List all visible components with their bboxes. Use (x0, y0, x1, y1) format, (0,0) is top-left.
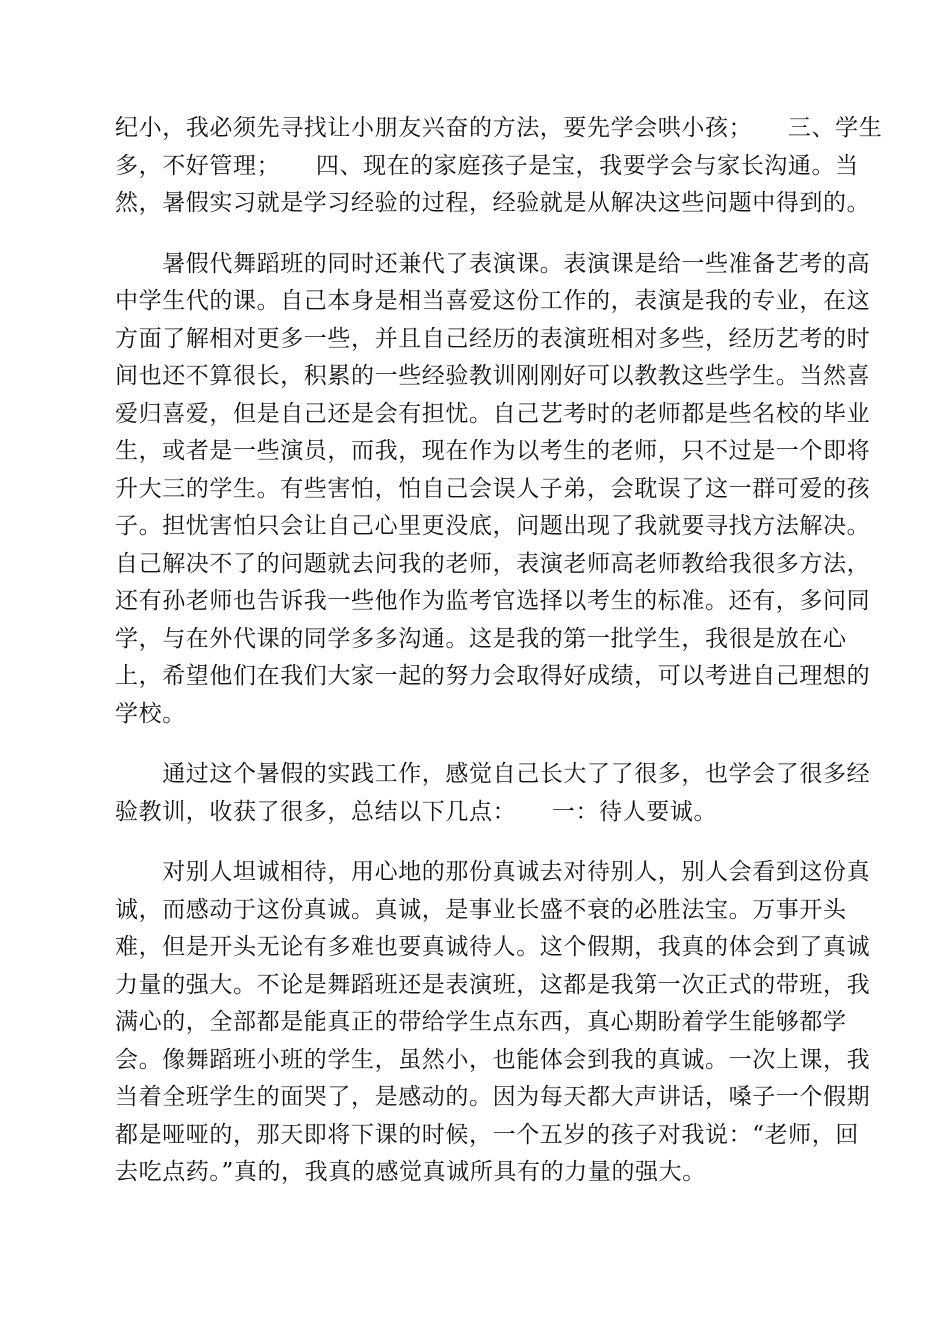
text-line: 学，与在外代课的同学多多沟通。这是我的第一批学生，我很是放在心 (115, 625, 847, 652)
paragraph-4 (115, 854, 871, 1192)
text-line: 去吃点药。”真的，我真的感觉真诚所具有的力量的强大。 (115, 1159, 706, 1185)
text-line: 子。担忧害怕只会让自己心里更没底，问题出现了我就要寻找方法解决。 (115, 513, 871, 539)
text-line: 诚，而感动于这份真诚。真诚，是事业长盛不衰的必胜法宝。万事开头 (115, 896, 847, 923)
document-body (115, 110, 883, 1215)
text-line: 通过这个暑假的实践工作，感觉自己长大了了很多，也学会了很多经 (115, 761, 871, 787)
text-line: 验教训，收获了很多，总结以下几点： 一：待人要诚。 (115, 798, 718, 825)
text-line: 生，或者是一些演员，而我，现在作为以考生的老师，只不过是一个即将 (115, 438, 871, 464)
text-line: 满心的，全部都是能真正的带给学生点东西，真心期盼着学生能够都学 (115, 1009, 847, 1035)
text-line: 多，不好管理； 四、现在的家庭孩子是宝，我要学会与家长沟通。当 (115, 152, 859, 179)
text-line: 难，但是开头无论有多难也要真诚待人。这个假期，我真的体会到了真诚 (115, 934, 871, 960)
text-line: 暑假代舞蹈班的同时还兼代了表演课。表演课是给一些准备艺考的高 (115, 250, 871, 277)
paragraph-2 (115, 246, 871, 734)
text-line: 间也还不算很长，积累的一些经验教训刚刚好可以教教这些学生。当然喜 (115, 363, 871, 389)
text-line: 方面了解相对更多一些，并且自己经历的表演班相对多些，经历艺考的时 (115, 325, 871, 352)
text-line: 都是哑哑的，那天即将下课的时候，一个五岁的孩子对我说：“老师，回 (115, 1121, 859, 1148)
text-line: 然，暑假实习就是学习经验的过程，经验就是从解决这些问题中得到的。 (115, 190, 871, 216)
text-line: 力量的强大。不论是舞蹈班还是表演班，这都是我第一次正式的带班，我 (115, 971, 871, 998)
text-line: 上，希望他们在我们大家一起的努力会取得好成绩，可以考进自己理想的 (115, 663, 871, 689)
text-line: 当着全班学生的面哭了，是感动的。因为每天都大声讲话，嗓子一个假期 (115, 1084, 871, 1110)
text-line: 还有孙老师也告诉我一些他作为监考官选择以考生的标准。还有，多问同 (115, 588, 871, 614)
text-line: 升大三的学生。有些害怕，怕自己会误人子弟，会耽误了这一群可爱的孩 (115, 475, 871, 502)
text-line: 自己解决不了的问题就去问我的老师，表演老师高老师教给我很多方法， (115, 550, 871, 577)
paragraph-3 (115, 756, 871, 831)
text-line: 中学生代的课。自己本身是相当喜爱这份工作的，表演是我的专业，在这 (115, 288, 871, 314)
text-line: 学校。 (115, 700, 186, 727)
paragraph-1 (115, 110, 883, 223)
text-line: 对别人坦诚相待，用心地的那份真诚去对待别人，别人会看到这份真 (115, 859, 871, 885)
text-line: 纪小，我必须先寻找让小朋友兴奋的方法，要先学会哄小孩； 三、学生 (115, 115, 883, 141)
text-line: 会。像舞蹈班小班的学生，虽然小，也能体会到我的真诚。一次上课，我 (115, 1046, 871, 1073)
text-line: 爱归喜爱，但是自己还是会有担忧。自己艺考时的老师都是些名校的毕业 (115, 400, 871, 427)
